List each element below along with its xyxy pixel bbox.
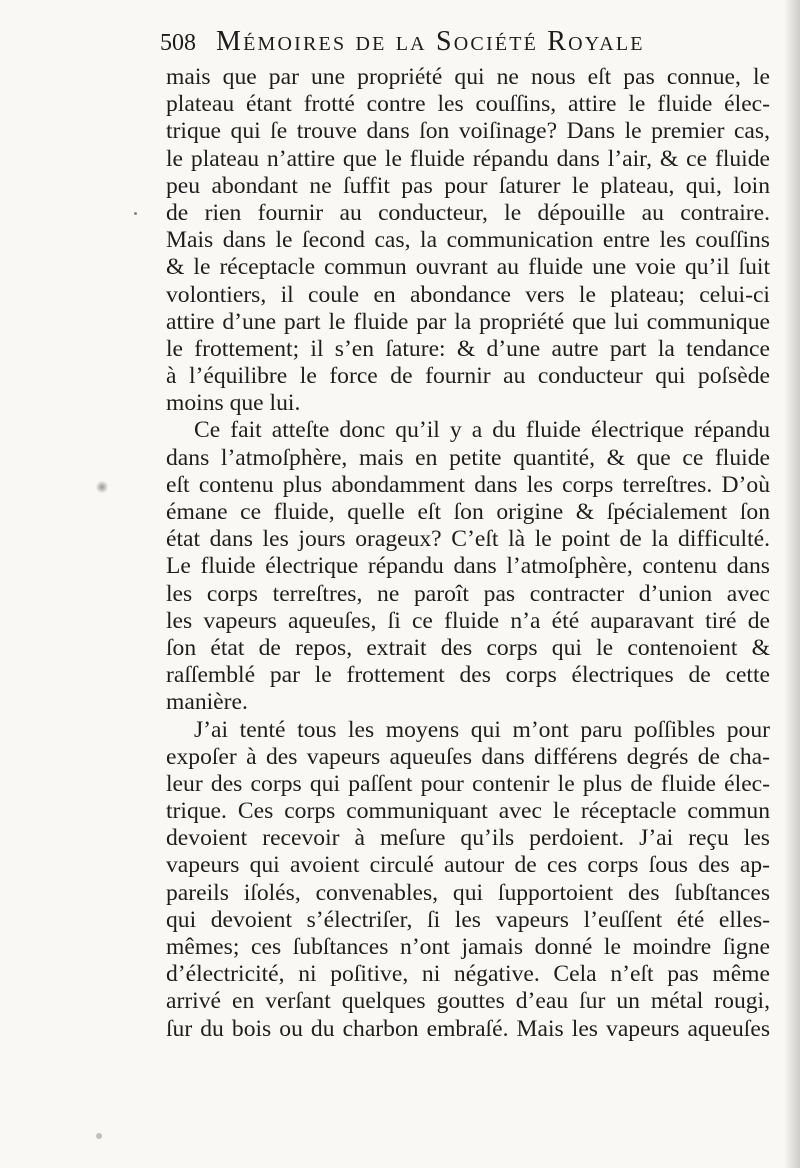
text-line: le frottement; il s’en ſature: & d’une autre part la tendance [166,335,770,362]
text-line: trique qui ſe trouve dans ſon voiſinage? Dans le premier cas, [166,118,770,145]
text-line: eſt contenu plus abondamment dans les corps terreſtres. D’où [166,471,770,498]
text-line: Mais dans le ſecond cas, la communication entre les couſſins [166,227,770,254]
text-line: attire d’une part le fluide par la propriété que lui communique [166,308,770,335]
ink-speck [96,1133,102,1139]
paragraph-start-line: J’ai tenté tous les moyens qui m’ont paru poſſibles pour [194,716,770,743]
text-line: & le réceptacle commun ouvrant au fluide une voie qu’il ſuit [166,254,770,281]
body-text [166,64,770,1043]
page-number: 508 [160,30,196,56]
running-head: Mémoires de la Société Royale [216,26,645,57]
text-line: les vapeurs aqueuſes, ſi ce fluide n’a été auparavant tiré de [166,607,770,634]
text-line: ſon état de repos, extrait des corps qui le contenoient & [166,634,770,661]
text-line: plateau étant frotté contre les couſſins, attire le fluide élec- [166,91,770,118]
text-line: les corps terreſtres, ne paroît pas contracter d’union avec [166,580,770,607]
text-line: mêmes; ces ſubſtances n’ont jamais donné le moindre ſigne [166,934,770,960]
text-line: pareils iſolés, convenables, qui ſupportoient des ſubſtances [166,879,770,906]
paragraph-end-line: moins que lui. [166,390,301,417]
text-line: dans l’atmoſphère, mais en petite quantité, & que ce fluide [166,444,770,471]
page-header [160,22,720,62]
text-line: volontiers, il coule en abondance vers le plateau; celui-ci [166,281,770,308]
text-line: devoient recevoir à meſure qu’ils perdoient. J’ai reçu les [166,825,770,852]
text-line: qui devoient s’électriſer, ſi les vapeurs l’euſſent été elles- [166,906,770,933]
text-line: Le fluide électrique répandu dans l’atmoſphère, contenu dans [166,553,770,580]
text-line: peu abondant ne ſuffit pas pour ſaturer le plateau, qui, loin [166,172,770,199]
paragraph-start-line: Ce fait atteſte donc qu’il y a du fluide électrique répandu [194,417,770,444]
text-line: raſſemblé par le frottement des corps électriques de cette [166,662,770,689]
text-line: leur des corps qui paſſent pour contenir le plus de fluide élec- [166,770,770,797]
ink-speck [96,480,108,494]
text-line: vapeurs qui avoient circulé autour de ces corps ſous des ap- [166,852,770,879]
text-line: expoſer à des vapeurs aqueuſes dans différens degrés de cha- [166,743,770,770]
text-line: émane ce fluide, quelle eſt ſon origine & ſpécialement ſon [166,499,770,525]
text-line: à l’équilibre le force de fournir au conducteur qui poſsède [166,363,770,390]
text-line: de rien fournir au conducteur, le dépouille au contraire. [166,199,770,226]
text-line: mais que par une propriété qui ne nous eſt pas connue, le [166,64,770,90]
text-line: état dans les jours orageux? C’eſt là le point de la difficulté. [166,526,770,553]
text-line: le plateau n’attire que le fluide répandu dans l’air, & ce fluide [166,145,770,172]
ink-speck [134,212,137,215]
text-line: arrivé en verſant quelques gouttes d’eau ſur un métal rougi, [166,988,770,1015]
text-line: d’électricité, ni poſitive, ni négative. Cela n’eſt pas même [166,961,770,988]
page-edge-shadow [784,0,800,1168]
paragraph-end-line: manière. [166,689,248,716]
text-line: ſur du bois ou du charbon embraſé. Mais les vapeurs aqueuſes [166,1015,770,1042]
text-line: trique. Ces corps communiquant avec le réceptacle commun [166,798,770,825]
